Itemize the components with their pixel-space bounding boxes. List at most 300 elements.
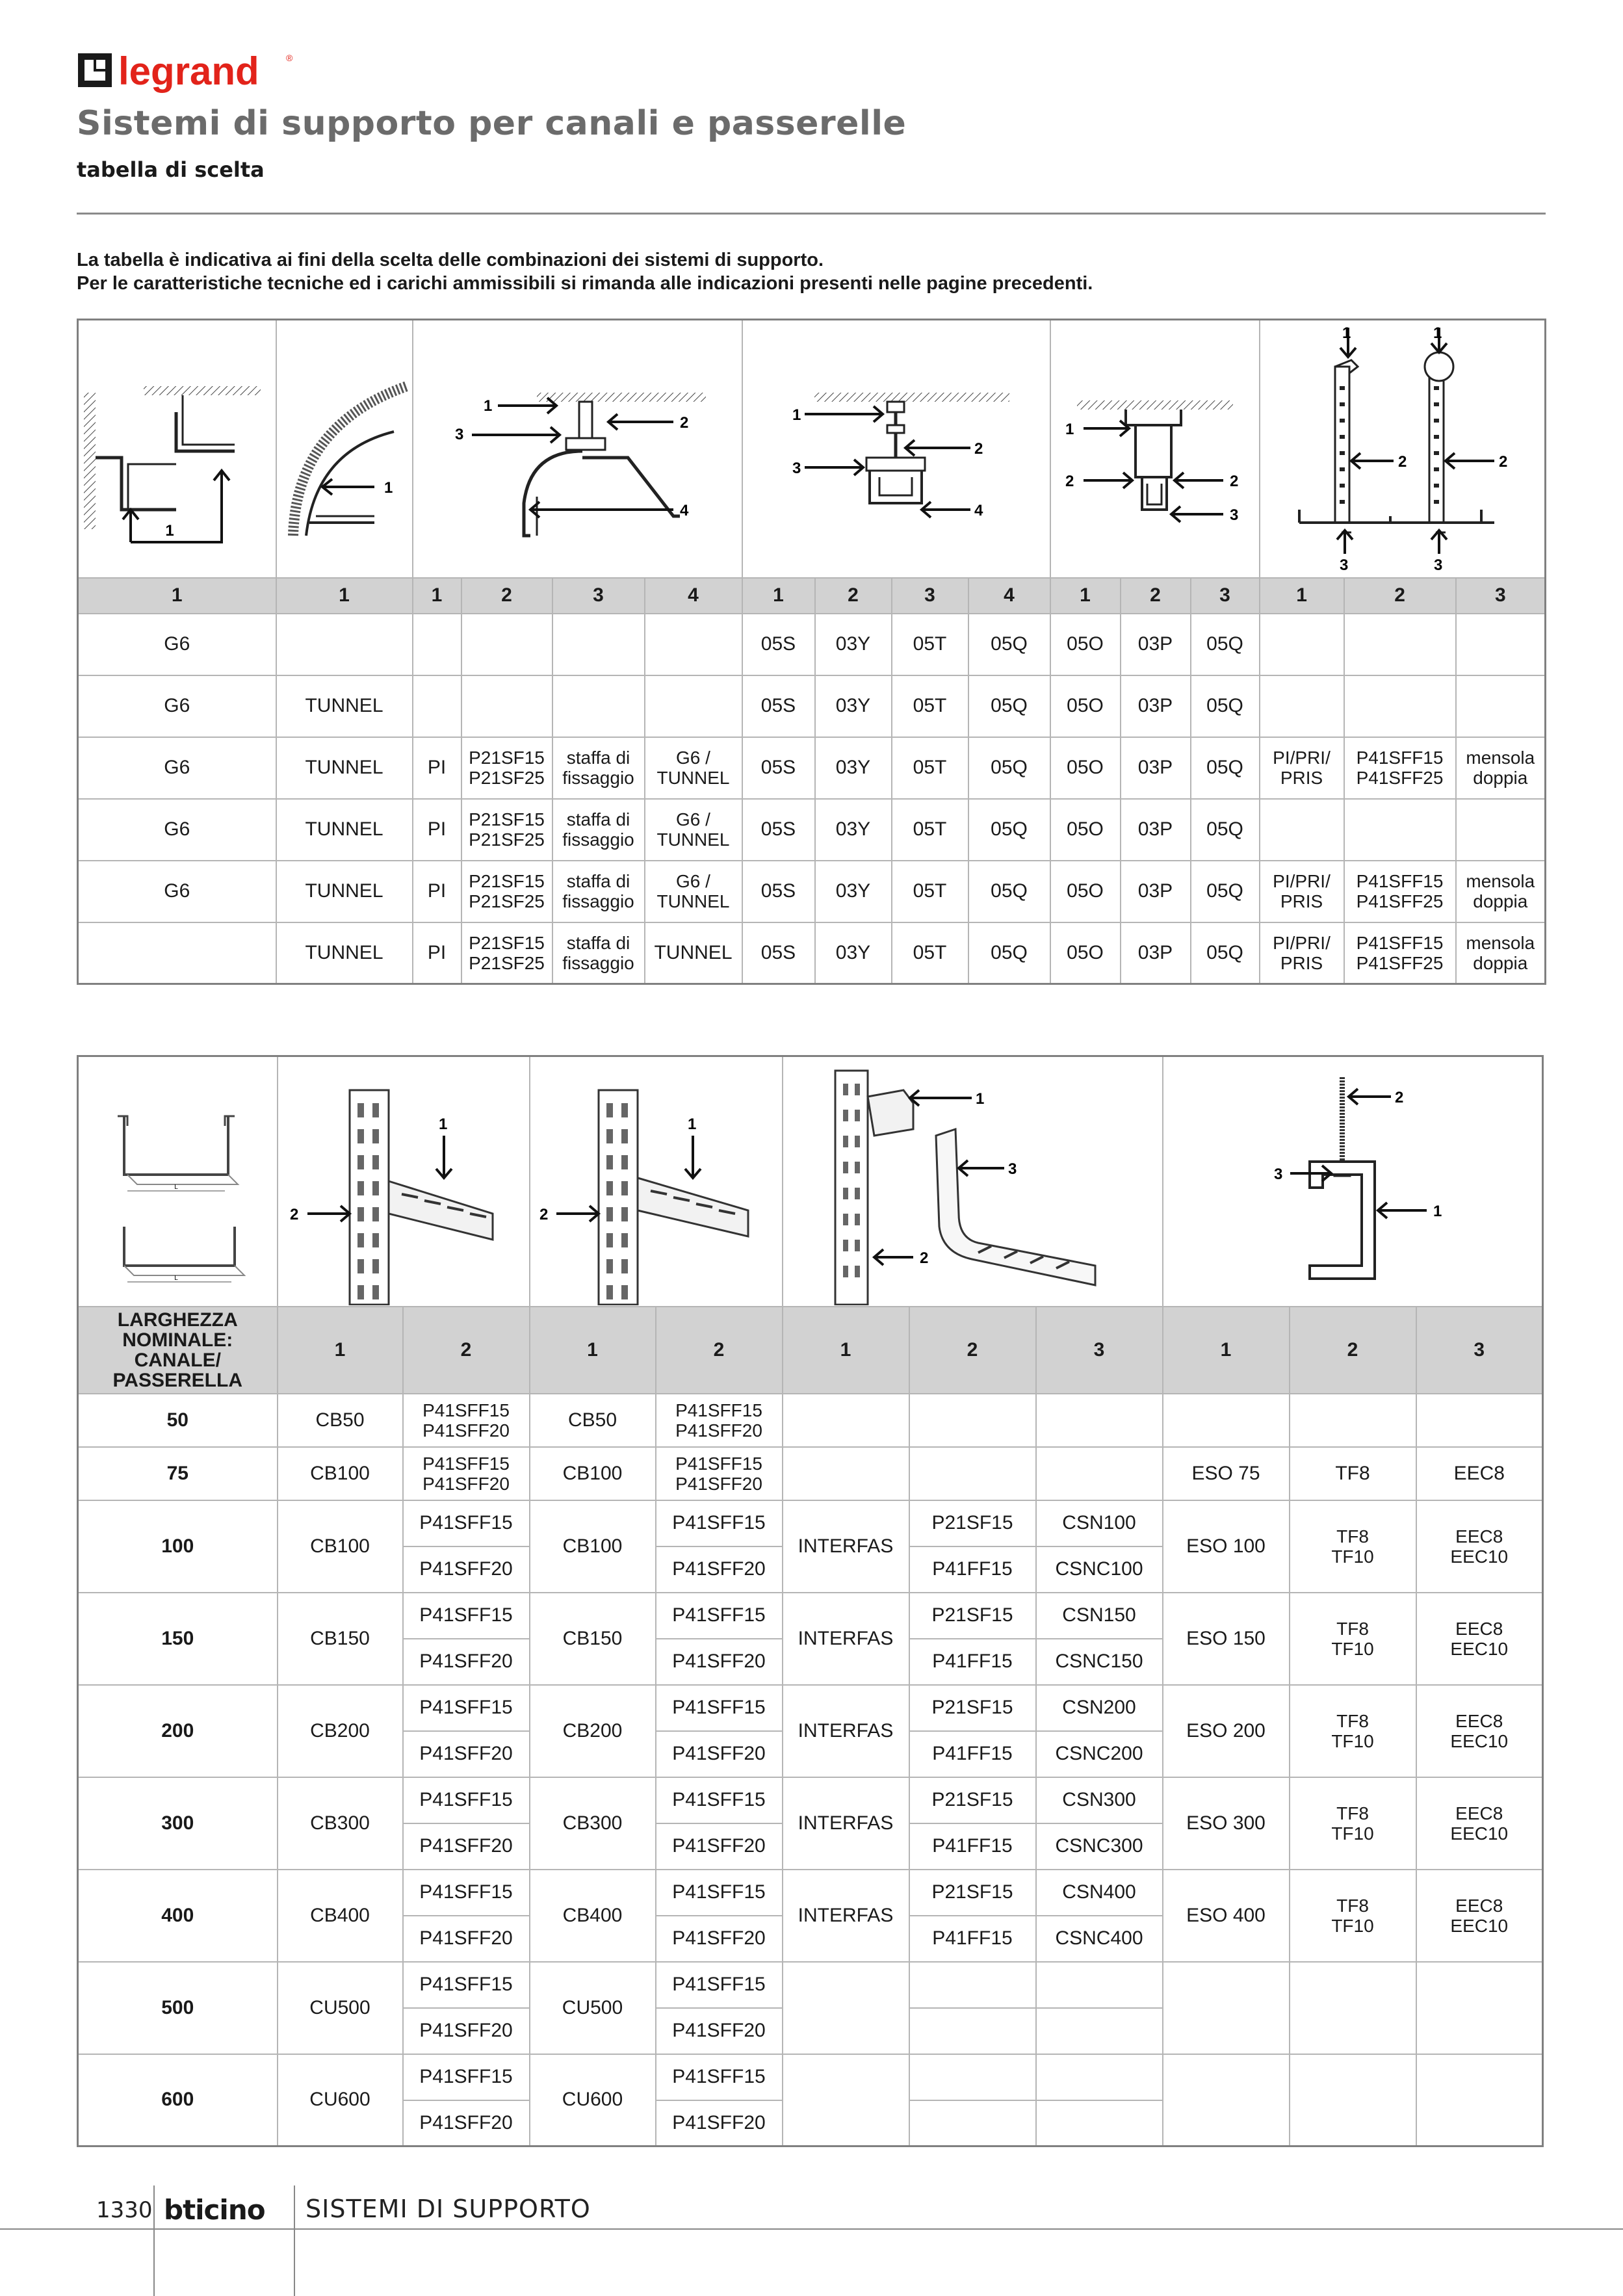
column-header: 3 xyxy=(552,578,645,614)
table-cell: P41SFF15 P41SFF20 xyxy=(656,1394,783,1447)
table-cell xyxy=(1344,799,1456,861)
table-cell xyxy=(413,614,461,675)
column-header: 2 xyxy=(656,1307,783,1394)
column-header: 3 xyxy=(1416,1307,1543,1394)
table-cell: TUNNEL xyxy=(276,799,413,861)
table-cell xyxy=(552,614,645,675)
table-cell xyxy=(1036,2008,1163,2054)
table-cell: 05S xyxy=(742,614,815,675)
table-cell: P21SF15 xyxy=(909,1593,1036,1639)
svg-text:bticino: bticino xyxy=(164,2195,265,2224)
svg-text:2: 2 xyxy=(539,1205,548,1223)
table-cell: staffa di fissaggio xyxy=(552,737,645,799)
table-cell: P41SFF15 xyxy=(656,1870,783,1916)
page-number: 1330 xyxy=(96,2197,153,2223)
svg-text:3: 3 xyxy=(1273,1165,1282,1183)
table-cell: 05O xyxy=(1050,799,1121,861)
column-header: 2 xyxy=(1290,1307,1416,1394)
table-cell: PI/PRI/ PRIS xyxy=(1260,737,1344,799)
table-cell: P41SFF20 xyxy=(403,1916,530,1962)
table-cell: PI xyxy=(413,737,461,799)
width-value: 500 xyxy=(78,1962,278,2054)
table-cell xyxy=(1163,2054,1290,2146)
table-cell xyxy=(1290,1962,1416,2054)
table-cell: 03P xyxy=(1121,922,1191,984)
diagram-wall-rail-bracket-a xyxy=(278,1056,530,1307)
table-cell: CSNC150 xyxy=(1036,1639,1163,1685)
svg-text:2: 2 xyxy=(1229,472,1238,490)
table-cell: PI/PRI/ PRIS xyxy=(1260,861,1344,922)
svg-text:1: 1 xyxy=(483,397,492,415)
table-cell: 05Q xyxy=(1191,861,1260,922)
svg-text:3: 3 xyxy=(1229,506,1238,524)
header-divider xyxy=(77,213,1546,215)
svg-text:2: 2 xyxy=(1394,1088,1403,1106)
table-cell: P41SFF20 xyxy=(656,1823,783,1870)
column-header: 4 xyxy=(645,578,742,614)
column-header: 3 xyxy=(1191,578,1260,614)
svg-text:2: 2 xyxy=(679,413,688,432)
diagram-tunnel-bracket xyxy=(276,320,413,578)
table-cell: 05Q xyxy=(968,737,1050,799)
svg-text:4: 4 xyxy=(974,501,983,519)
table-row xyxy=(78,675,1546,737)
table-cell: P21SF15 P21SF25 xyxy=(461,922,552,984)
diagram-channel-profiles xyxy=(78,1056,278,1307)
table-cell: mensola doppia xyxy=(1456,922,1546,984)
table-cell xyxy=(1036,2054,1163,2100)
table-cell: 05Q xyxy=(1191,614,1260,675)
table-cell: INTERFAS xyxy=(783,1593,909,1685)
table-cell: CB150 xyxy=(530,1593,656,1685)
table-cell: CB50 xyxy=(278,1394,403,1447)
selection-table-2 xyxy=(77,1055,1544,2147)
table-cell: INTERFAS xyxy=(783,1870,909,1962)
table-cell: 05S xyxy=(742,861,815,922)
diagram-rail-cantilever xyxy=(783,1056,1163,1307)
table-cell: 03Y xyxy=(815,799,892,861)
table-row xyxy=(78,1777,1543,1823)
column-header: 2 xyxy=(815,578,892,614)
svg-text:L: L xyxy=(174,1274,178,1282)
table-cell: 03Y xyxy=(815,922,892,984)
table-cell xyxy=(909,1962,1036,2008)
table-cell: P41SFF15 xyxy=(656,1777,783,1823)
table-cell: 05T xyxy=(892,861,968,922)
table-cell xyxy=(909,1394,1036,1447)
column-header: 3 xyxy=(1456,578,1546,614)
table-cell: CB400 xyxy=(530,1870,656,1962)
svg-text:1: 1 xyxy=(687,1115,696,1133)
selection-table-1 xyxy=(77,319,1546,985)
table-cell: 03Y xyxy=(815,737,892,799)
table-cell: EEC8 EEC10 xyxy=(1416,1870,1543,1962)
table-cell: CU500 xyxy=(278,1962,403,2054)
svg-text:3: 3 xyxy=(454,425,463,443)
table-cell xyxy=(78,922,276,984)
table-cell xyxy=(1260,614,1344,675)
table-cell: 05S xyxy=(742,922,815,984)
table-cell: EEC8 EEC10 xyxy=(1416,1685,1543,1777)
table-cell: 05T xyxy=(892,799,968,861)
table-cell: CSN300 xyxy=(1036,1777,1163,1823)
table-cell: P41SFF15 P41SFF20 xyxy=(403,1447,530,1500)
table-cell: TF8 TF10 xyxy=(1290,1777,1416,1870)
table-cell: INTERFAS xyxy=(783,1500,909,1593)
table-cell: staffa di fissaggio xyxy=(552,799,645,861)
svg-text:2: 2 xyxy=(1397,452,1407,471)
table-cell xyxy=(1456,799,1546,861)
table-cell: TUNNEL xyxy=(276,861,413,922)
table-cell: EEC8 EEC10 xyxy=(1416,1500,1543,1593)
column-header: 2 xyxy=(403,1307,530,1394)
width-header: LARGHEZZA NOMINALE: CANALE/ PASSERELLA xyxy=(78,1307,278,1394)
width-value: 300 xyxy=(78,1777,278,1870)
table-cell: P41SFF20 xyxy=(656,2008,783,2054)
table-cell: 03P xyxy=(1121,861,1191,922)
column-header-row xyxy=(78,1307,1543,1394)
table-cell: 05Q xyxy=(1191,799,1260,861)
table-cell: 05S xyxy=(742,675,815,737)
table-cell: TF8 TF10 xyxy=(1290,1870,1416,1962)
table-cell: P41SFF20 xyxy=(403,1823,530,1870)
diagram-beam-clamp xyxy=(1050,320,1260,578)
width-value: 150 xyxy=(78,1593,278,1685)
table-cell: G6 / TUNNEL xyxy=(645,799,742,861)
table-cell: P41SFF15 xyxy=(403,1777,530,1823)
svg-text:1: 1 xyxy=(383,478,393,497)
table-cell: EEC8 EEC10 xyxy=(1416,1777,1543,1870)
table-cell: PI/PRI/ PRIS xyxy=(1260,922,1344,984)
table-cell: 05O xyxy=(1050,922,1121,984)
page-title: Sistemi di supporto per canali e passerelle xyxy=(77,104,907,143)
table-cell xyxy=(1456,675,1546,737)
column-header: 1 xyxy=(413,578,461,614)
svg-text:L: L xyxy=(174,1183,178,1191)
table-cell xyxy=(276,614,413,675)
svg-text:3: 3 xyxy=(1007,1160,1017,1178)
column-header: 1 xyxy=(1050,578,1121,614)
table-cell xyxy=(413,675,461,737)
diagram-wall-rail-bracket-b xyxy=(530,1056,783,1307)
column-header: 1 xyxy=(530,1307,656,1394)
table-cell: CB300 xyxy=(530,1777,656,1870)
table-cell: P41SFF15 xyxy=(403,1962,530,2008)
table-cell: 03Y xyxy=(815,861,892,922)
table-cell: CU600 xyxy=(530,2054,656,2146)
table-cell xyxy=(1036,2100,1163,2146)
table-cell: CB400 xyxy=(278,1870,403,1962)
table-cell xyxy=(645,614,742,675)
table-cell: 05O xyxy=(1050,861,1121,922)
column-header: 1 xyxy=(278,1307,403,1394)
svg-text:1: 1 xyxy=(165,521,174,540)
table-cell: 03Y xyxy=(815,675,892,737)
table-cell xyxy=(909,2008,1036,2054)
table-cell: CB200 xyxy=(530,1685,656,1777)
diagram-rod-hanger xyxy=(742,320,1050,578)
table-cell: TF8 TF10 xyxy=(1290,1685,1416,1777)
column-header: 3 xyxy=(1036,1307,1163,1394)
table-cell: CB100 xyxy=(530,1447,656,1500)
svg-text:legrand: legrand xyxy=(118,49,259,93)
diagram-row xyxy=(78,320,1546,578)
table-cell: P41FF15 xyxy=(909,1546,1036,1593)
table-cell: staffa di fissaggio xyxy=(552,922,645,984)
table-cell: P41FF15 xyxy=(909,1639,1036,1685)
table-cell: P41SFF20 xyxy=(403,1546,530,1593)
table-cell: 03P xyxy=(1121,737,1191,799)
table-cell: P41SFF20 xyxy=(656,2100,783,2146)
diagram-wall-bracket xyxy=(78,320,276,578)
page-subtitle: tabella di scelta xyxy=(77,157,265,182)
table-cell: P41SFF15 P41SFF20 xyxy=(656,1447,783,1500)
svg-text:3: 3 xyxy=(792,459,801,477)
table-row xyxy=(78,861,1546,922)
table-cell: P41SFF15 P41SFF25 xyxy=(1344,861,1456,922)
table-cell: G6 / TUNNEL xyxy=(645,737,742,799)
svg-text:®: ® xyxy=(286,53,293,63)
table-cell: P41SFF20 xyxy=(403,2008,530,2054)
table-cell xyxy=(1290,2054,1416,2146)
table-cell: P41FF15 xyxy=(909,1916,1036,1962)
table-cell: G6 xyxy=(78,799,276,861)
table-cell: G6 xyxy=(78,675,276,737)
table-cell: 05T xyxy=(892,614,968,675)
table-cell: G6 xyxy=(78,861,276,922)
svg-text:4: 4 xyxy=(679,501,688,519)
table-cell: ESO 200 xyxy=(1163,1685,1290,1777)
table-cell: ESO 100 xyxy=(1163,1500,1290,1593)
table-cell: P21SF15 xyxy=(909,1777,1036,1823)
table-cell: P21SF15 xyxy=(909,1685,1036,1731)
table-cell: 05Q xyxy=(1191,737,1260,799)
intro-note xyxy=(77,248,1093,295)
table-cell: P41SFF20 xyxy=(403,1639,530,1685)
table-cell: P41SFF15 P41SFF25 xyxy=(1344,737,1456,799)
table-cell: ESO 150 xyxy=(1163,1593,1290,1685)
table-cell xyxy=(461,614,552,675)
table-cell: 05Q xyxy=(968,614,1050,675)
table-cell: P41SFF20 xyxy=(403,1731,530,1777)
table-cell: PI xyxy=(413,922,461,984)
table-cell: P41SFF15 xyxy=(656,1593,783,1639)
svg-text:1: 1 xyxy=(975,1089,984,1108)
table-cell: 05T xyxy=(892,737,968,799)
table-cell: CB100 xyxy=(530,1500,656,1593)
bticino-logo xyxy=(161,2195,291,2224)
table-cell: 05T xyxy=(892,675,968,737)
table-cell: TF8 TF10 xyxy=(1290,1593,1416,1685)
table-cell: CB100 xyxy=(278,1500,403,1593)
table-cell: PI xyxy=(413,799,461,861)
note-line-1: La tabella è indicativa ai fini della scelta delle combinazioni dei sistemi di supporto. xyxy=(77,250,824,270)
table-cell: CSN150 xyxy=(1036,1593,1163,1639)
table-cell: 05Q xyxy=(968,799,1050,861)
column-header: 4 xyxy=(968,578,1050,614)
footer-divider-2 xyxy=(294,2185,295,2296)
table-cell: 03P xyxy=(1121,614,1191,675)
table-cell: 05O xyxy=(1050,614,1121,675)
table-cell: 05Q xyxy=(968,675,1050,737)
table-cell xyxy=(461,675,552,737)
table-cell: P41SFF15 xyxy=(403,1593,530,1639)
table-cell: CSNC300 xyxy=(1036,1823,1163,1870)
table-cell: CSNC100 xyxy=(1036,1546,1163,1593)
table-cell xyxy=(1344,614,1456,675)
table-cell: P21SF15 P21SF25 xyxy=(461,799,552,861)
table-cell: P41SFF15 xyxy=(656,1962,783,2008)
table-cell xyxy=(645,675,742,737)
table-row xyxy=(78,2054,1543,2100)
table-cell: P41SFF15 xyxy=(656,2054,783,2100)
table-cell: 05Q xyxy=(1191,675,1260,737)
table-cell: CSNC200 xyxy=(1036,1731,1163,1777)
table-cell: CSN200 xyxy=(1036,1685,1163,1731)
svg-text:2: 2 xyxy=(1065,472,1074,490)
diagram-ceiling-hanger xyxy=(413,320,742,578)
table-cell xyxy=(1036,1962,1163,2008)
column-header: 2 xyxy=(1344,578,1456,614)
table-cell xyxy=(552,675,645,737)
table-cell xyxy=(1290,1394,1416,1447)
table-cell: EEC8 xyxy=(1416,1447,1543,1500)
column-header: 2 xyxy=(1121,578,1191,614)
table-cell xyxy=(1416,1962,1543,2054)
table-cell: P41SFF15 xyxy=(656,1685,783,1731)
table-cell: CU600 xyxy=(278,2054,403,2146)
table-cell xyxy=(1456,614,1546,675)
diagram-floor-posts xyxy=(1260,320,1546,578)
table-cell: EEC8 EEC10 xyxy=(1416,1593,1543,1685)
footer-divider-1 xyxy=(153,2185,155,2296)
table-cell: CSN400 xyxy=(1036,1870,1163,1916)
table-cell: CB50 xyxy=(530,1394,656,1447)
table-cell: P41SFF15 P41SFF20 xyxy=(403,1394,530,1447)
table-row xyxy=(78,1870,1543,1916)
width-value: 50 xyxy=(78,1394,278,1447)
table-cell: P21SF15 xyxy=(909,1870,1036,1916)
width-value: 600 xyxy=(78,2054,278,2146)
table-cell: P21SF15 P21SF25 xyxy=(461,861,552,922)
table-cell xyxy=(909,2054,1036,2100)
table-cell xyxy=(1163,1394,1290,1447)
table-cell: 03Y xyxy=(815,614,892,675)
table-cell: 05S xyxy=(742,737,815,799)
width-value: 75 xyxy=(78,1447,278,1500)
column-header: 3 xyxy=(892,578,968,614)
table-row xyxy=(78,799,1546,861)
table-cell: P21SF15 P21SF25 xyxy=(461,737,552,799)
table-cell xyxy=(1344,675,1456,737)
table-cell: P21SF15 xyxy=(909,1500,1036,1546)
svg-text:1: 1 xyxy=(1342,324,1351,342)
table-cell: ESO 400 xyxy=(1163,1870,1290,1962)
table-cell: CSNC400 xyxy=(1036,1916,1163,1962)
svg-text:1: 1 xyxy=(1433,1202,1442,1220)
table-cell: CB150 xyxy=(278,1593,403,1685)
table-cell: P41SFF20 xyxy=(656,1639,783,1685)
svg-text:2: 2 xyxy=(974,439,983,458)
table-cell xyxy=(1260,675,1344,737)
table-cell: TUNNEL xyxy=(645,922,742,984)
table-cell xyxy=(1036,1447,1163,1500)
table-cell: CSN100 xyxy=(1036,1500,1163,1546)
table-cell: 05T xyxy=(892,922,968,984)
table-cell: P41SFF15 xyxy=(403,2054,530,2100)
table-cell xyxy=(909,2100,1036,2146)
table-cell: P41SFF15 xyxy=(656,1500,783,1546)
width-value: 200 xyxy=(78,1685,278,1777)
table-cell: G6 xyxy=(78,737,276,799)
table-cell: mensola doppia xyxy=(1456,737,1546,799)
svg-text:2: 2 xyxy=(289,1205,298,1223)
table-cell xyxy=(783,1447,909,1500)
section-name: SISTEMI DI SUPPORTO xyxy=(305,2195,591,2223)
table-row xyxy=(78,614,1546,675)
svg-text:1: 1 xyxy=(1433,324,1442,342)
table-cell: P41SFF20 xyxy=(656,1916,783,1962)
table-cell xyxy=(909,1447,1036,1500)
table-row xyxy=(78,1685,1543,1731)
table-cell: TF8 xyxy=(1290,1447,1416,1500)
legrand-logo xyxy=(77,46,298,98)
table-cell: TUNNEL xyxy=(276,922,413,984)
diagram-row xyxy=(78,1056,1543,1307)
table-cell xyxy=(783,2054,909,2146)
table-cell: P41FF15 xyxy=(909,1731,1036,1777)
footer-rule xyxy=(0,2228,1623,2230)
table-cell: ESO 75 xyxy=(1163,1447,1290,1500)
table-row xyxy=(78,1447,1543,1500)
table-row xyxy=(78,1394,1543,1447)
column-header: 1 xyxy=(742,578,815,614)
table-cell: P41SFF15 xyxy=(403,1870,530,1916)
svg-text:1: 1 xyxy=(438,1115,447,1133)
table-cell: P41SFF20 xyxy=(656,1546,783,1593)
table-cell: TF8 TF10 xyxy=(1290,1500,1416,1593)
column-header: 1 xyxy=(78,578,276,614)
table-row xyxy=(78,1500,1543,1546)
table-cell: 05O xyxy=(1050,737,1121,799)
table-cell: TUNNEL xyxy=(276,675,413,737)
svg-text:3: 3 xyxy=(1339,556,1348,574)
column-header: 1 xyxy=(1163,1307,1290,1394)
table-cell: INTERFAS xyxy=(783,1777,909,1870)
table-cell: PI xyxy=(413,861,461,922)
svg-text:1: 1 xyxy=(792,406,801,424)
table-cell: INTERFAS xyxy=(783,1685,909,1777)
table-cell xyxy=(1416,1394,1543,1447)
table-cell: 03P xyxy=(1121,799,1191,861)
table-cell: CB200 xyxy=(278,1685,403,1777)
svg-text:3: 3 xyxy=(1433,556,1442,574)
table-cell: 05Q xyxy=(1191,922,1260,984)
column-header: 2 xyxy=(909,1307,1036,1394)
svg-text:2: 2 xyxy=(919,1249,928,1267)
table-cell: P41SFF20 xyxy=(656,1731,783,1777)
column-header: 1 xyxy=(1260,578,1344,614)
table-cell: G6 xyxy=(78,614,276,675)
table-cell: P41FF15 xyxy=(909,1823,1036,1870)
table-cell: TUNNEL xyxy=(276,737,413,799)
table-cell: 03P xyxy=(1121,675,1191,737)
table-cell: P41SFF15 P41SFF25 xyxy=(1344,922,1456,984)
width-value: 100 xyxy=(78,1500,278,1593)
table-cell xyxy=(1416,2054,1543,2146)
table-cell: 05O xyxy=(1050,675,1121,737)
table-cell: 05S xyxy=(742,799,815,861)
